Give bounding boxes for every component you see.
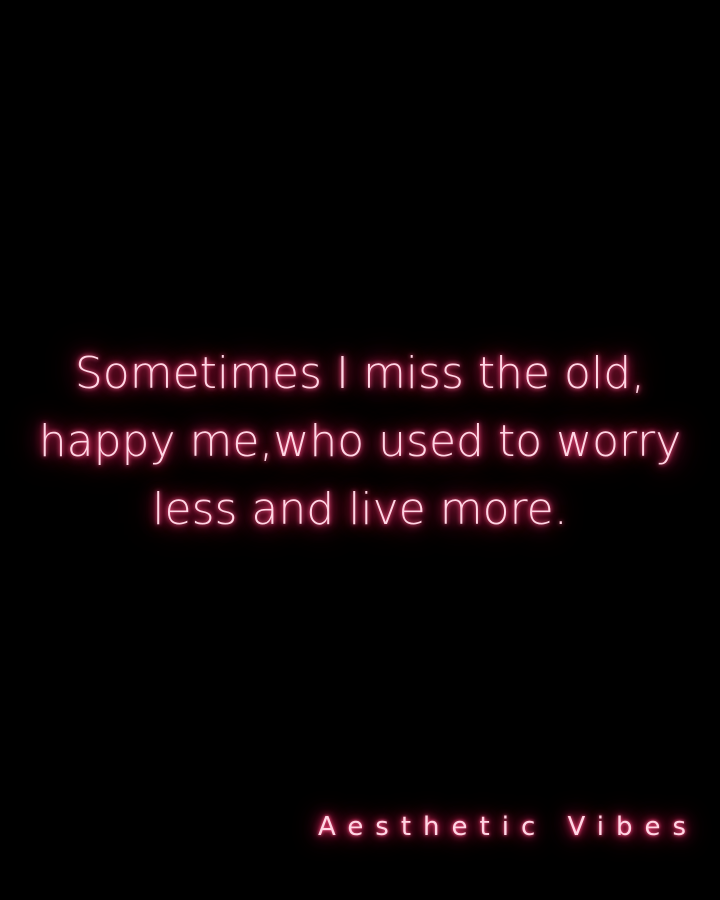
quote-line-1: Sometimes I miss the old, [74,348,646,399]
quote-line-3: less and live more. [152,484,568,535]
quote-line-2: happy me,who used to worry [38,416,682,467]
quote-text [0,340,720,544]
signature-text: Aesthetic Vibes [317,812,698,842]
